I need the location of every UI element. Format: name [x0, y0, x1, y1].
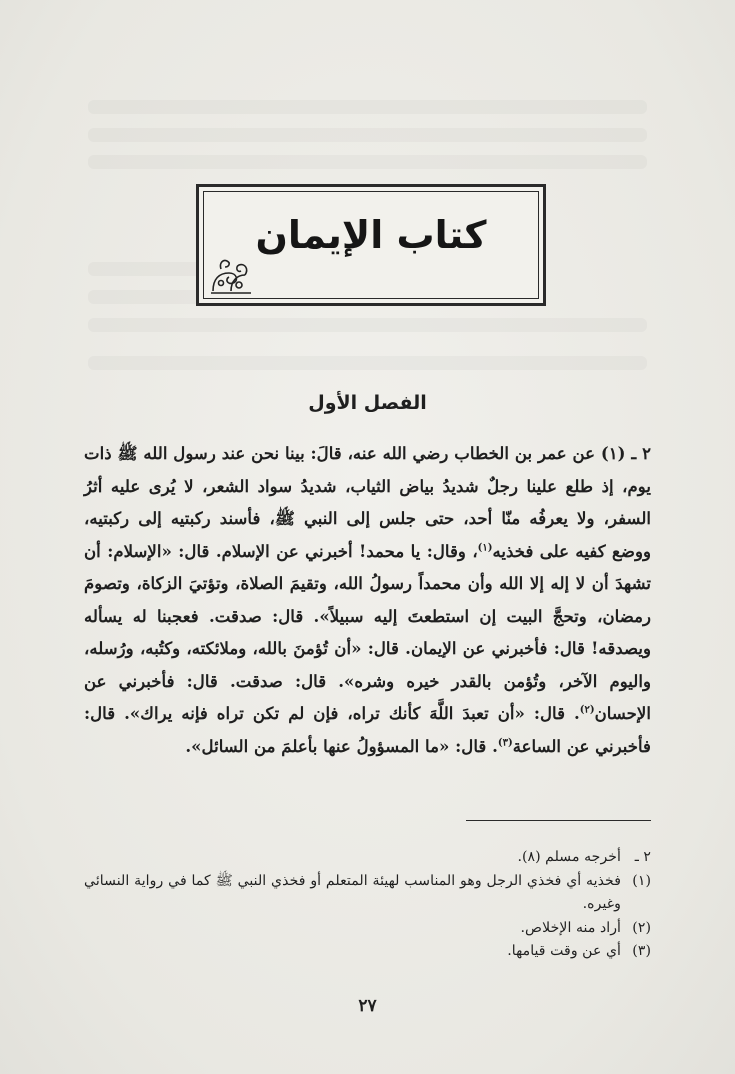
book-title-frame — [196, 184, 546, 306]
hadith-segment: . قال: «ما المسؤولُ عنها بأعلمَ من السائل». — [185, 735, 498, 756]
hadith-segment: ، وقال: يا محمد! أخبرني عن الإسلام. قال: «الإسلام: أن تشهدَ أن لا إله إلا الله وأن محمداً رسولُ الله، وتقيمَ الصلاة، وتؤتيَ الزكاة، وتصومَ رمضان، وتحجَّ البيت إن استطعتَ إليه سبيلاً». قال: صدقت. فعجبنا له يسأله ويصدقه! قال: فأخبرني عن الإيمان. قال: «أن تُؤمنَ بالله، وملائكته، وكتُبه، ورُسله، واليوم الآخر، وتُؤمن بالقدر خيره وشره». قال: صدقت. قال: فأخبرني عن الإحسان — [84, 540, 651, 723]
footnote-item — [84, 846, 651, 870]
footnote-ref[interactable]: (٣) — [497, 736, 513, 748]
footnotes — [84, 846, 651, 964]
footnote-number: (١) — [632, 872, 651, 889]
footnote-ref[interactable]: (٢) — [579, 704, 595, 716]
footnote-number: (٢) — [632, 919, 651, 936]
bleed-through — [88, 155, 647, 169]
bleed-through — [88, 100, 647, 114]
footnote-divider — [466, 820, 651, 821]
book-title: كتاب الإيمان — [255, 213, 487, 257]
page-number: ٢٧ — [358, 996, 377, 1016]
bleed-through — [88, 318, 647, 332]
hadith-segment: . قال: «أن تعبدَ اللَّهَ كأنك تراه، فإن لم تكن تراه فإنه يراك». قال: فأخبرني عن الساعة — [84, 703, 651, 756]
footnote-text: أراد منه الإخلاص. — [520, 919, 621, 936]
hadith-number: ٢ ـ (١) — [600, 443, 651, 463]
bleed-through — [88, 128, 647, 142]
bleed-through — [88, 356, 647, 370]
chapter-heading: الفصل الأول — [308, 392, 427, 414]
footnote-number: ٢ ـ — [634, 849, 651, 865]
footnote-text: أي عن وقت قيامها. — [507, 943, 621, 959]
footnote-item — [84, 870, 651, 917]
footnote-number: (٣) — [632, 943, 651, 959]
footnote-text: أخرجه مسلم (٨). — [517, 849, 621, 865]
footnote-text: فخذيه أي فخذي الرجل وهو المناسب لهيئة المتعلم أو فخذي النبي ﷺ كما في رواية النسائي وغيره. — [84, 872, 621, 912]
hadith-text — [84, 437, 651, 762]
footnote-item — [84, 917, 651, 941]
hadith-segment: عن عمر بن الخطاب رضي الله عنه، قالَ: بينا نحن عند رسول الله ﷺ ذات يوم، إذ طلع علينا رجلٌ شديدُ بياض الثياب، شديدُ سواد الشعر، لا يُرى عليه أثرُ السفر، ولا يعرفُه منّا أحد، حتى جلس إلى النبي ﷺ، فأسند ركبتيه إلى ركبتيه، ووضع كفيه على فخذيه — [84, 443, 651, 561]
floral-ornament-icon — [209, 255, 253, 295]
footnote-ref[interactable]: (١) — [477, 541, 493, 553]
footnote-item — [84, 940, 651, 964]
